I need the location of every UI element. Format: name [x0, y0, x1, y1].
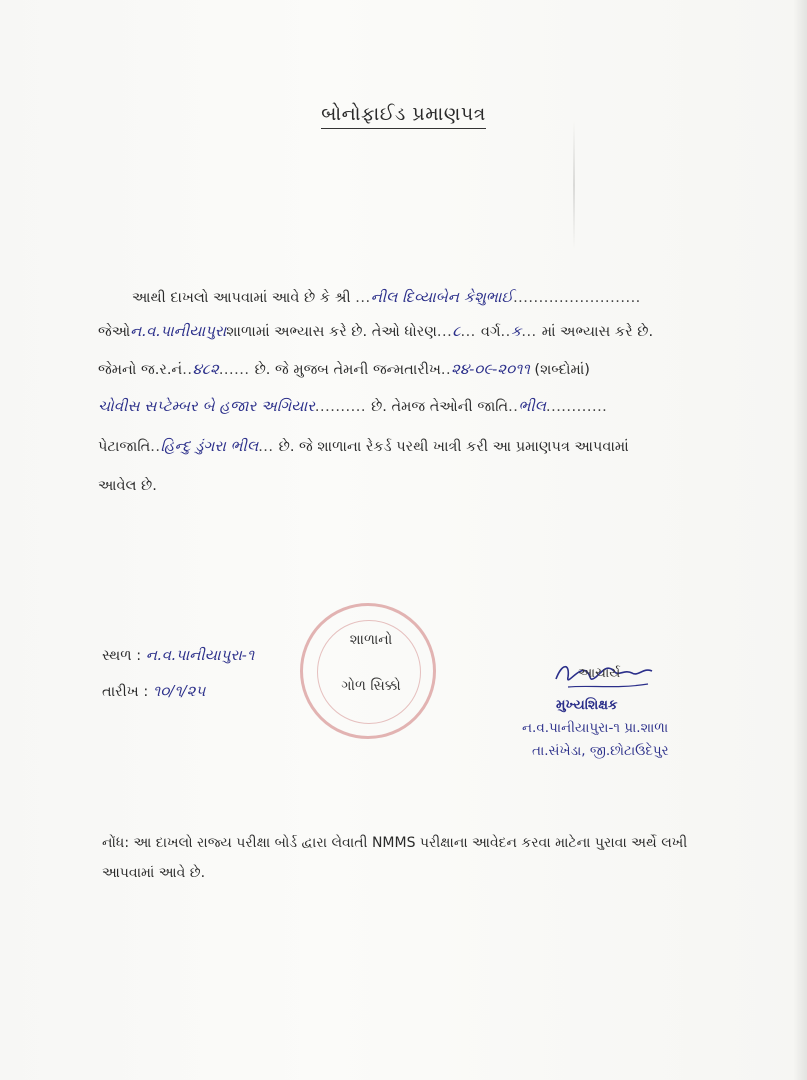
- date-label: તારીખ :: [102, 684, 149, 700]
- standard-field: ૮: [452, 322, 461, 340]
- body-line-1: આથી દાખલો આપવામાં આવે છે કે શ્રી ...નીલ દિવ્યાબેન કેશુભાઈ.........................: [132, 288, 641, 306]
- line3-suffix: (શબ્દોમાં): [534, 362, 590, 378]
- body-line-2: જેઓન.વ.પાનીયાપુરાશાળામાં અભ્યાસ કરે છે. તેઓ ધોરણ...૮... વર્ગ..ક... માં અભ્યાસ કરે છે.: [98, 322, 654, 340]
- line2-prefix: જેઓ: [98, 324, 131, 340]
- register-number-field: ૪૮૨: [192, 360, 219, 378]
- school-address-stamp: તા.સંખેડા, જી.છોટાઉદેપુર: [532, 743, 669, 759]
- caste-field: ભીલ: [518, 397, 546, 415]
- line1-prefix: આથી દાખલો આપવામાં આવે છે કે શ્રી: [132, 290, 351, 306]
- place-value: ન.વ.પાનીયાપુરા-૧: [145, 646, 255, 664]
- place-label: સ્થળ :: [102, 648, 142, 664]
- line3-mid: છે. જે મુજબ તેમની જન્મતારીખ: [254, 362, 441, 378]
- line3-prefix: જેમનો જ.ર.નં: [98, 362, 183, 378]
- date-value: ૧૦/૧/૨૫: [152, 682, 206, 700]
- division-field: ક: [510, 322, 522, 340]
- paper-fold: [573, 120, 575, 250]
- seal-label-line1: શાળાનો: [349, 632, 393, 648]
- certificate-title: [0, 103, 807, 125]
- paper-edge-shadow: [793, 0, 807, 1080]
- school-name-stamp: ન.વ.પાનીયાપુરા-૧ પ્રા.શાળા: [522, 720, 669, 736]
- signatory-role: આચાર્ય: [578, 665, 621, 681]
- title-text: બોનોફાઈડ પ્રમાણપત્ર: [321, 103, 486, 129]
- body-line-3: જેમનો જ.ર.નં..૪૮૨...... છે. જે મુજબ તેમની જન્મતારીખ..૨૪-૦૯-૨૦૧૧ (શબ્દોમાં): [98, 360, 590, 378]
- line5-suffix: છે. જે શાળાના રેકર્ડ પરથી ખાત્રી કરી આ પ્રમાણપત્ર આપવામાં: [278, 439, 629, 455]
- birth-date-words-field: ચોવીસ સપ્ટેમ્બર બે હજાર અગિયાર: [98, 397, 315, 415]
- note-line-2: આપવામાં આવે છે.: [102, 865, 206, 881]
- body-line-4: ચોવીસ સપ્ટેમ્બર બે હજાર અગિયાર.......... છે. તેમજ તેઓની જાતિ..ભીલ............: [98, 397, 608, 415]
- line5-prefix: પેટાજાતિ: [98, 439, 151, 455]
- line2-suffix: માં અભ્યાસ કરે છે.: [541, 324, 654, 340]
- student-name-field: નીલ દિવ્યાબેન કેશુભાઈ: [370, 288, 514, 306]
- birth-date-field: ૨૪-૦૯-૨૦૧૧: [451, 360, 530, 378]
- headmaster-title: મુખ્યશિક્ષક: [556, 697, 618, 713]
- body-line-5: પેટાજાતિ..હિન્દુ ડુંગરા ભીલ... છે. જે શાળાના રેકર્ડ પરથી ખાત્રી કરી આ પ્રમાણપત્ર આપવામાં: [98, 437, 629, 455]
- line6-text: આવેલ છે.: [98, 478, 157, 494]
- note-line-1: નોંધ: આ દાખલો રાજ્ય પરીક્ષા બોર્ડ દ્વારા લેવાતી NMMS પરીક્ષાના આવેદન કરવા માટેના પુરાવા અર્થે લખી: [102, 835, 688, 851]
- sub-caste-field: હિન્દુ ડુંગરા ભીલ: [160, 437, 259, 455]
- school-field: ન.વ.પાનીયાપુરા: [130, 322, 227, 340]
- body-line-6: [98, 478, 157, 494]
- date-row: [102, 682, 205, 700]
- school-seal: [300, 603, 436, 739]
- line2-mid: શાળામાં અભ્યાસ કરે છે. તેઓ ધોરણ: [226, 324, 437, 340]
- seal-label-line2: ગોળ સિક્કો: [341, 678, 401, 694]
- line2-class-label: વર્ગ: [480, 324, 501, 340]
- place-row: [102, 646, 254, 664]
- certificate-note: [102, 828, 722, 888]
- line4-mid: છે. તેમજ તેઓની જાતિ: [371, 399, 509, 415]
